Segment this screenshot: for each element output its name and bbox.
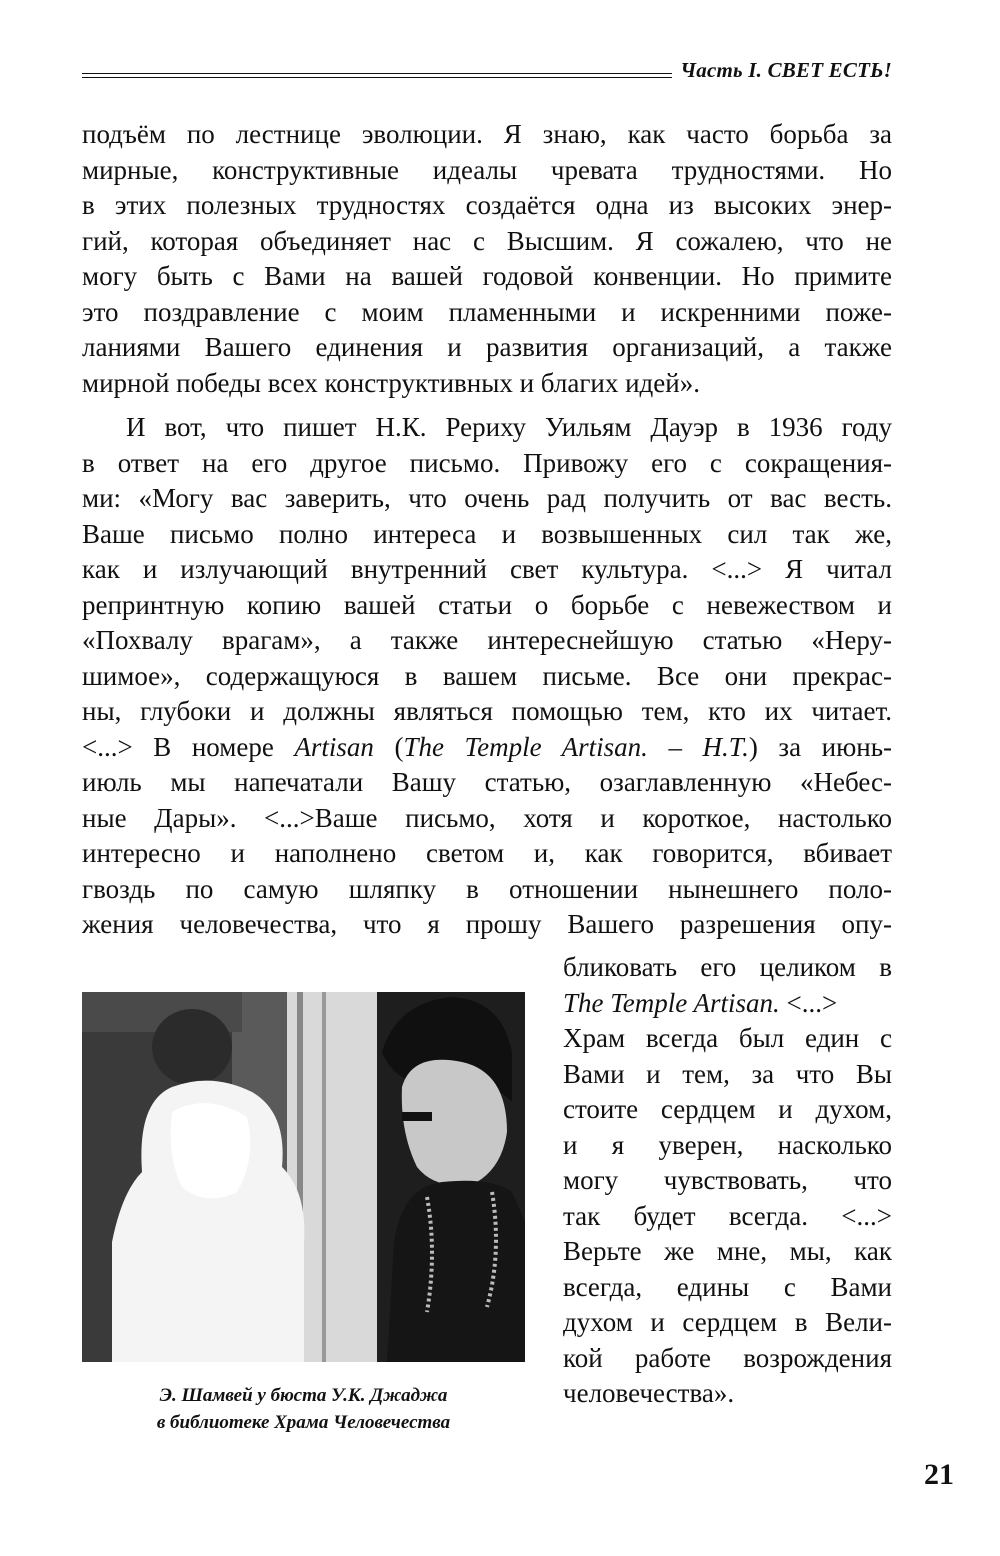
text-line: ланиями Вашего единения и развития организаций, а также bbox=[82, 332, 892, 362]
text-line: и я уверен, насколько bbox=[563, 1129, 892, 1160]
text-line: в ответ на его другое письмо. Привожу его с сокращения- bbox=[82, 447, 892, 478]
text-line: стоите сердцем и духом, bbox=[563, 1094, 892, 1124]
italic-title: The Temple Artisan. bbox=[563, 987, 780, 1018]
text-line: ми: «Могу вас заверить, что очень рад получить от вас весть. bbox=[82, 483, 892, 513]
text-line: духом и сердцем в Вели- bbox=[563, 1307, 892, 1337]
text-line: интересно и наполнено светом и, как говорится, вбивает bbox=[82, 838, 892, 868]
photo-illustration bbox=[82, 992, 525, 1362]
paragraph-wrap-column bbox=[563, 950, 892, 1412]
text-line: Храм всегда был един с bbox=[563, 1023, 892, 1053]
photo-caption bbox=[82, 1382, 525, 1436]
italic-title: Artisan bbox=[294, 731, 374, 762]
text-line: жения человечества, что я прошу Вашего разрешения опу- bbox=[82, 909, 892, 939]
text-line-mixed bbox=[82, 730, 892, 766]
photo-shumway-at-bust bbox=[82, 992, 525, 1362]
text-line: «Похвалу врагам», а также интереснейшую статью «Неру- bbox=[82, 625, 892, 655]
caption-line: Э. Шамвей у бюста У.К. Джаджа bbox=[159, 1385, 448, 1406]
header-rule bbox=[82, 73, 672, 74]
text-line-mixed bbox=[563, 986, 892, 1022]
text-line: бликовать его целиком в bbox=[563, 952, 892, 982]
text-line: И вот, что пишет Н.К. Рериху Уильям Дауэр в 1936 году bbox=[126, 412, 892, 442]
header-title: Часть I. СВЕТ ЕСТЬ! bbox=[680, 58, 892, 82]
text-line: Верьте же мне, мы, как bbox=[563, 1236, 892, 1266]
text-fragment: <...> bbox=[779, 987, 838, 1018]
text-line: гий, которая объединяет нас с Высшим. Я сожалею, что не bbox=[82, 225, 892, 256]
text-line: Вами и тем, за что Вы bbox=[563, 1058, 892, 1089]
text-line: шимое», содержащуюся в вашем письме. Все они прекрас- bbox=[82, 660, 892, 691]
caption-line: в библиотеке Храма Человечества bbox=[156, 1412, 451, 1433]
text-fragment: <...> В номере bbox=[82, 731, 295, 762]
text-line: как и излучающий внутренний свет культура. <...> Я читал bbox=[82, 554, 892, 584]
text-line: кой работе возрождения bbox=[563, 1342, 892, 1373]
text-line: мирные, конструктивные идеалы чревата трудностями. Но bbox=[82, 154, 892, 185]
running-header bbox=[82, 58, 892, 88]
header-rule bbox=[82, 77, 672, 78]
text-fragment: ) за июнь- bbox=[748, 731, 893, 762]
paragraph-continuation bbox=[82, 117, 892, 401]
text-line: могу чувствовать, что bbox=[563, 1165, 892, 1195]
text-line: подъём по лестнице эволюции. Я знаю, как часто борьба за bbox=[82, 119, 892, 149]
italic-title: The Temple Artisan. – Н.Т. bbox=[403, 731, 749, 762]
text-line: всегда, едины с Вами bbox=[563, 1271, 892, 1302]
text-line: гвоздь по самую шляпку в отношении нынешнего поло- bbox=[82, 873, 892, 904]
text-line: ные Дары». <...>Ваше письмо, хотя и короткое, настолько bbox=[82, 802, 892, 833]
text-line: могу быть с Вами на вашей годовой конвенции. Но примите bbox=[82, 261, 892, 291]
text-fragment: ( bbox=[373, 731, 404, 762]
text-line: Ваше письмо полно интереса и возвышенных сил так же, bbox=[82, 518, 892, 549]
text-line: ны, глубоки и должны являться помощью тем, кто их читает. bbox=[82, 696, 892, 726]
paragraph-dauer-letter bbox=[82, 410, 892, 943]
text-line: так будет всегда. <...> bbox=[563, 1200, 892, 1231]
text-line: мирной победы всех конструктивных и благих идей». bbox=[82, 367, 700, 398]
text-line: июль мы напечатали Вашу статью, озаглавленную «Небес- bbox=[82, 767, 892, 797]
text-line: это поздравление с моим пламенными и искренними поже- bbox=[82, 296, 892, 327]
text-line: человечества». bbox=[563, 1378, 735, 1408]
text-line: репринтную копию вашей статьи о борьбе с невежеством и bbox=[82, 589, 892, 620]
text-line: в этих полезных трудностях создаётся одна из высоких энер- bbox=[82, 190, 892, 220]
page-number: 21 bbox=[924, 1458, 954, 1491]
